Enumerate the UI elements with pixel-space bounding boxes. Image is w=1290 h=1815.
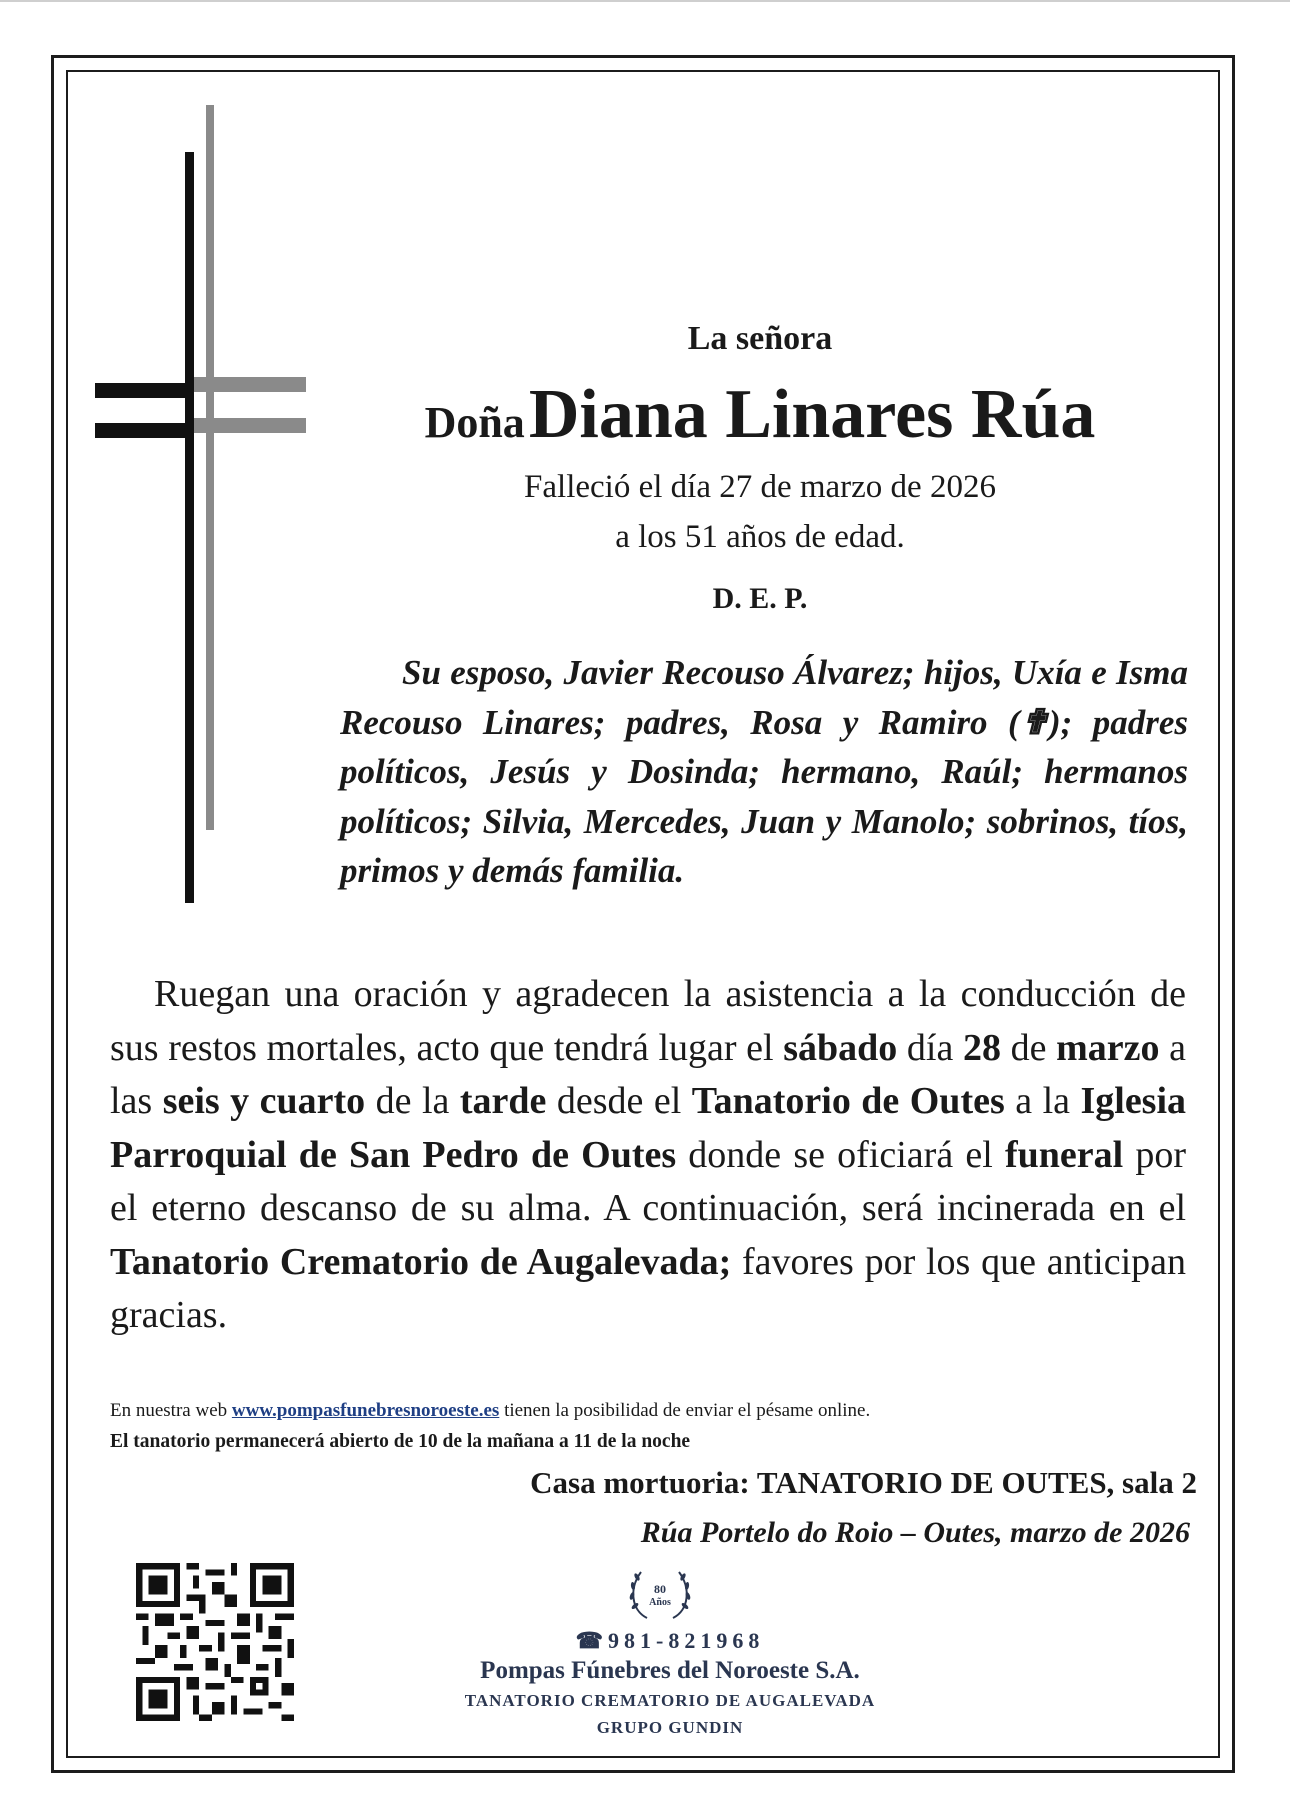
invitation-bold: Iglesia Parroquial de San Pedro de Outes: [110, 1080, 1187, 1176]
crematorium-name: TANATORIO CREMATORIO DE AUGALEVADA: [464, 1691, 876, 1710]
invitation-bold: seis y cuarto: [162, 1080, 366, 1122]
death-date: Falleció el día 27 de marzo de 2026: [524, 469, 996, 505]
invitation-text: a la: [1004, 1080, 1081, 1122]
qr-code: [136, 1562, 294, 1722]
family-list: [340, 648, 1188, 896]
laurel-wreath-logo: [623, 1560, 697, 1626]
rip: D. E. P.: [712, 582, 808, 615]
invitation-text: de: [1000, 1026, 1057, 1069]
invitation-text: de la: [365, 1080, 460, 1122]
invitation-text: día: [897, 1026, 963, 1069]
website-link[interactable]: www.pompasfunebresnoroeste.es: [231, 1400, 500, 1421]
invitation-bold: sábado: [783, 1026, 898, 1069]
invitation-text: donde se oficiará el: [676, 1133, 1005, 1176]
phone-line: [450, 1628, 890, 1654]
honorific: Doña: [424, 398, 525, 447]
logo-years: 80: [654, 1582, 666, 1596]
group-name: GRUPO GUNDIN: [596, 1718, 744, 1737]
family-text-1: Su esposo, Javier Recouso Álvarez; hijos, Uxía e Isma Recouso Linares; padres, Rosa y Ramiro (: [340, 653, 1188, 742]
invitation-bold: Tanatorio de Outes: [691, 1080, 1005, 1122]
invitation-bold: marzo: [1056, 1026, 1160, 1069]
invitation-bold: Tanatorio Crematorio de Augalevada;: [110, 1240, 732, 1283]
address-line: Rúa Portelo do Roio – Outes, marzo de 2026: [640, 1516, 1190, 1549]
phone-number: 981-821968: [608, 1628, 765, 1653]
top-rule: [0, 0, 1290, 2]
deceased-name: Diana Linares Rúa: [528, 376, 1096, 453]
logo-label: Años: [649, 1597, 671, 1608]
invitation-text: desde el: [546, 1080, 692, 1122]
death-age: a los 51 años de edad.: [615, 519, 905, 555]
invitation-paragraph: [110, 968, 1186, 1343]
funeral-home: Casa mortuoria: TANATORIO DE OUTES, sala 2: [530, 1465, 1197, 1500]
invitation-text: Ruegan una oración y agradecen la asistencia a la conducción de sus restos mortales, acto que tendrá lugar el: [110, 973, 1186, 1069]
company-name: Pompas Fúnebres del Noroeste S.A.: [480, 1657, 860, 1684]
invitation-text: favores por los que anticipan gracias.: [110, 1240, 1186, 1336]
web-notice: [110, 1400, 870, 1422]
opening-hours: El tanatorio permanecerá abierto de 10 de la mañana a 11 de la noche: [110, 1431, 691, 1452]
invitation-bold: 28: [962, 1026, 1001, 1069]
death-info: [330, 462, 1190, 562]
web-notice-text: tienen la posibilidad de enviar el pésame online.: [499, 1400, 871, 1421]
latin-cross-icon: [95, 105, 310, 905]
invitation-bold: funeral: [1004, 1133, 1124, 1176]
cross-icon: ✟: [1019, 702, 1049, 742]
phone-icon: ☎: [575, 1628, 609, 1653]
invitation-bold: tarde: [459, 1080, 547, 1122]
title-prefix: La señora: [687, 320, 833, 357]
invitation-text: por el eterno descanso de su alma. A continuación, será incinerada en el: [110, 1133, 1186, 1229]
invitation-text: a las: [110, 1026, 1186, 1122]
family-text-2: ); padres políticos, Jesús y Dosinda; hermano, Raúl; hermanos políticos; Silvia, Mercedes, Juan y Manolo; sobrinos, tíos, primos y demás familia.: [340, 702, 1188, 890]
web-notice-text: En nuestra web: [110, 1400, 232, 1421]
deceased-name-line: [330, 375, 1190, 455]
